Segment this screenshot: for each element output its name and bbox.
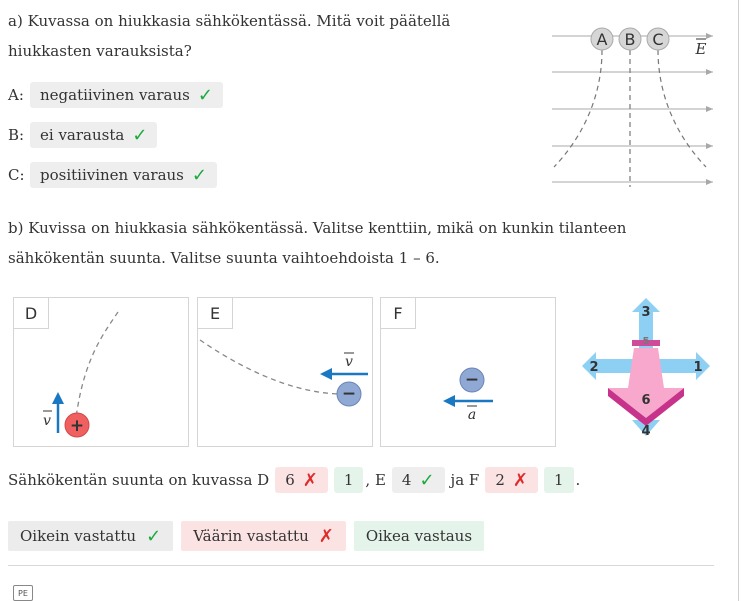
charge-sign: −: [341, 384, 357, 404]
question-a: a) Kuvassa on hiukkasia sähkökentässä. Mitä voit päätellä hiukkasten varauksista?: [8, 12, 451, 60]
particle-label-b: B: [624, 30, 636, 49]
option-list-a: [8, 81, 223, 189]
answer-prefix: Sähkökentän suunta on kuvassa D: [8, 471, 270, 489]
panel-label: D: [14, 298, 49, 329]
direction-label-5: 5: [642, 336, 650, 347]
option-letter: B:: [8, 126, 25, 144]
option-row-c: [8, 161, 223, 189]
panel-f: [380, 297, 556, 447]
field-label: E: [695, 40, 707, 58]
sentence-end: .: [575, 471, 581, 489]
answer-value: 4: [401, 471, 412, 489]
question-b: b) Kuvissa on hiukkasia sähkökentässä. Valitse kenttiin, mikä on kunkin tilanteen sähkökentän suunta. Valitse suunta vaihtoehdoista 1 – 6.: [8, 219, 627, 267]
field-figure-a: [548, 22, 718, 192]
correct-answer-d: [334, 467, 364, 493]
check-icon: ✓: [419, 469, 435, 491]
answer-value: 6: [285, 471, 295, 489]
field-arrowhead: [706, 106, 713, 112]
panel-d: [13, 297, 189, 447]
check-icon: ✓: [191, 164, 207, 186]
legend-label: Oikein vastattu: [20, 527, 137, 545]
answer-field-f[interactable]: [485, 467, 538, 493]
answer-value: 2: [495, 471, 505, 489]
answer-field-c[interactable]: [30, 162, 217, 188]
cross-icon: ✗: [512, 469, 528, 491]
option-letter: C:: [8, 166, 25, 184]
legend-right-answer: [354, 521, 484, 551]
velocity-arrowhead: [320, 368, 332, 380]
answer-value: 1: [553, 471, 564, 489]
option-letter: A:: [8, 86, 24, 104]
charge-sign: −: [464, 370, 480, 390]
panel-e: [197, 297, 373, 447]
field-arrowhead: [706, 143, 713, 149]
answer-field-b[interactable]: [30, 122, 157, 148]
separator-e: , E: [365, 471, 386, 489]
answer-field-d[interactable]: [275, 467, 328, 493]
direction-label-6: 6: [641, 393, 651, 408]
panel-f-drawing: [381, 298, 555, 446]
vector-label: a: [467, 407, 477, 423]
answer-field-e[interactable]: [392, 467, 445, 493]
legend: [8, 521, 484, 551]
option-row-a: [8, 81, 223, 109]
panel-d-drawing: [14, 298, 188, 446]
field-arrowhead: [706, 69, 713, 75]
particle-label-a: A: [596, 30, 608, 49]
answer-value: 1: [343, 471, 354, 489]
separator-f: ja F: [450, 471, 480, 489]
divider: [8, 565, 714, 566]
answer-field-a[interactable]: [30, 82, 223, 108]
correct-answer-f: [544, 467, 574, 493]
answer-text: ei varausta: [40, 126, 125, 144]
answer-text: positiivinen varaus: [40, 166, 184, 184]
trajectory: [200, 340, 338, 394]
field-arrowhead: [706, 33, 713, 39]
acceleration-arrowhead: [443, 395, 455, 407]
cross-icon: ✗: [302, 469, 318, 491]
vector-label: v: [43, 413, 51, 429]
legend-wrong: [181, 521, 346, 551]
direction-label-3: 3: [641, 305, 651, 320]
cross-icon: ✗: [318, 525, 334, 547]
check-icon: ✓: [146, 525, 162, 547]
panel-e-drawing: [198, 298, 372, 446]
option-row-b: [8, 121, 223, 149]
direction-label-2: 2: [589, 360, 599, 375]
direction-diagram: [580, 296, 712, 438]
legend-label: Väärin vastattu: [193, 527, 309, 545]
panel-label: F: [381, 298, 416, 329]
trajectory: [76, 312, 118, 418]
answer-text: negatiivinen varaus: [40, 86, 190, 104]
vector-label: v: [345, 354, 353, 370]
velocity-arrowhead: [52, 392, 64, 404]
check-icon: ✓: [197, 84, 213, 106]
direction-label-1: 1: [693, 360, 703, 375]
legend-label: Oikea vastaus: [365, 527, 473, 545]
direction-label-4: 4: [641, 424, 651, 438]
scrollbar-edge: [738, 0, 739, 601]
field-arrowhead: [706, 179, 713, 185]
pe-badge[interactable]: PE: [13, 585, 33, 601]
particle-label-c: C: [652, 30, 664, 49]
check-icon: ✓: [132, 124, 148, 146]
legend-correct: [8, 521, 173, 551]
panel-label: E: [198, 298, 233, 329]
answer-sentence: [8, 467, 580, 493]
charge-sign: +: [69, 416, 85, 436]
